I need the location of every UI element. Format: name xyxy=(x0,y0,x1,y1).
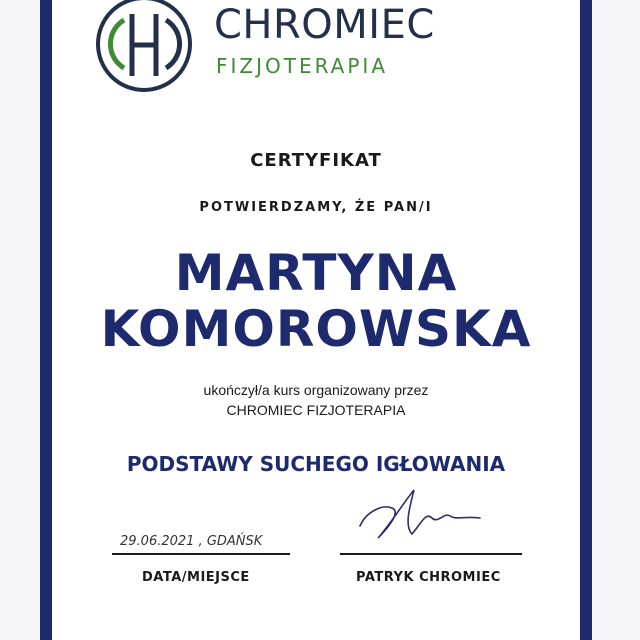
signer-signature-line xyxy=(340,553,522,555)
brand-subtitle: FIZJOTERAPIA xyxy=(216,54,389,78)
confirmation-text: POTWIERDZAMY, ŻE PAN/I xyxy=(199,200,433,215)
recipient-last-name: KOMOROWSKA xyxy=(100,300,532,358)
date-place-label: DATA/MIEJSCE xyxy=(142,570,250,585)
signature-icon xyxy=(352,482,492,546)
right-border xyxy=(580,0,592,640)
organizer-name: CHROMIEC FIZJOTERAPIA xyxy=(226,402,406,418)
left-border xyxy=(40,0,52,640)
ch-monogram-icon xyxy=(92,0,202,104)
certificate-title: CERTYFIKAT xyxy=(250,150,382,171)
recipient-first-name: MARTYNA xyxy=(174,244,458,302)
date-signature-line xyxy=(112,553,290,555)
completion-text: ukończył/a kurs organizowany przez xyxy=(203,382,429,398)
course-title: PODSTAWY SUCHEGO IGŁOWANIA xyxy=(126,452,506,476)
brand-logo xyxy=(92,0,437,96)
date-place-value: 29.06.2021 , GDAŃSK xyxy=(120,534,263,549)
brand-name: CHROMIEC xyxy=(214,2,435,48)
signer-name: PATRYK CHROMIEC xyxy=(356,570,501,585)
